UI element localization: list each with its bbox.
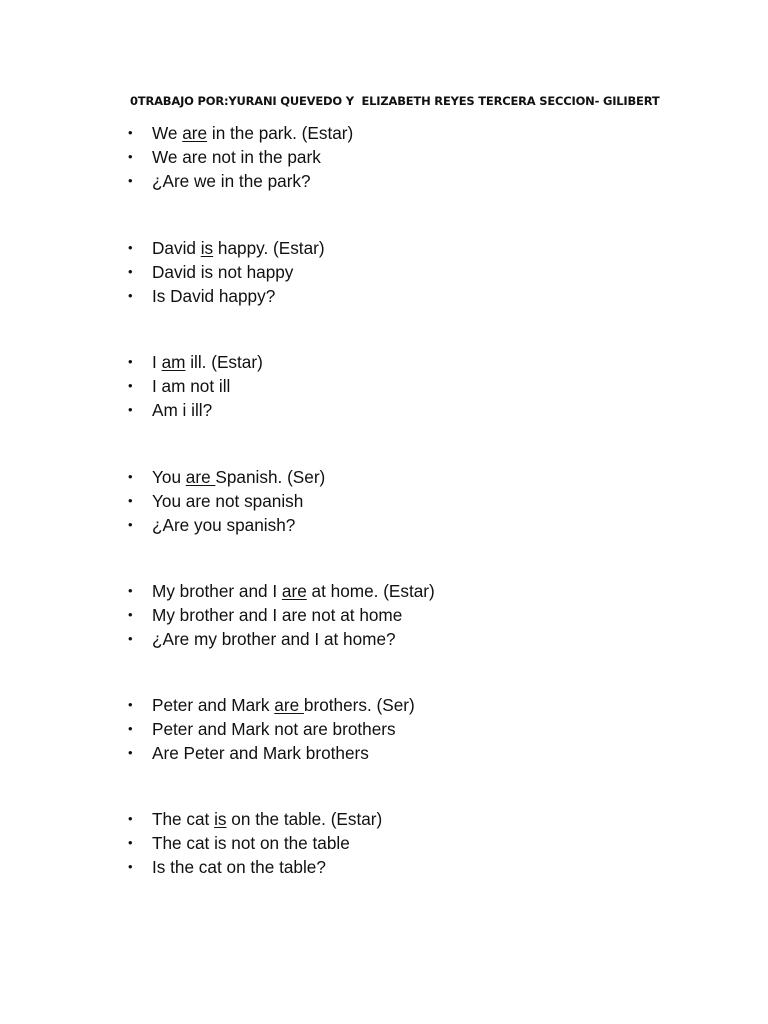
sentence-text: Are Peter and Mark brothers: [152, 743, 369, 763]
bullet-icon: •: [128, 149, 133, 164]
sentence-text: Peter and Mark are brothers. (Ser): [152, 695, 415, 715]
bullet-icon: •: [128, 745, 133, 760]
list-item-affirmative: [128, 121, 354, 145]
bullet-icon: •: [128, 859, 133, 874]
list-item-negative: [128, 831, 350, 855]
list-item-question: [128, 741, 369, 765]
list-item-affirmative: [128, 236, 325, 260]
sentence-text: We are in the park. (Estar): [152, 123, 354, 143]
sentence-group-estar-table: [128, 807, 383, 879]
bullet-icon: •: [128, 721, 133, 736]
list-item-question: [128, 627, 396, 651]
sentence-text: My brother and I are not at home: [152, 605, 403, 625]
list-item-affirmative: [128, 465, 326, 489]
bullet-icon: •: [128, 402, 133, 417]
bullet-icon: •: [128, 697, 133, 712]
bullet-icon: •: [128, 517, 133, 532]
sentence-group-ser-brothers: [128, 693, 415, 765]
bullet-icon: •: [128, 378, 133, 393]
sentence-group-estar-home: [128, 579, 435, 651]
bullet-icon: •: [128, 583, 133, 598]
sentence-text: My brother and I are at home. (Estar): [152, 581, 435, 601]
underlined-verb: are: [185, 467, 216, 487]
sentence-text: Is David happy?: [152, 286, 276, 306]
sentence-group-estar-park: [128, 121, 354, 193]
list-item-negative: [128, 717, 396, 741]
list-item-negative: [128, 260, 294, 284]
bullet-icon: •: [128, 264, 133, 279]
bullet-icon: •: [128, 288, 133, 303]
sentence-text: Is the cat on the table?: [152, 857, 326, 877]
sentence-text: David is happy. (Estar): [152, 238, 325, 258]
sentence-text: ¿Are we in the park?: [152, 171, 311, 191]
list-item-negative: [128, 145, 321, 169]
sentence-text: We are not in the park: [152, 147, 321, 167]
sentence-group-ser-spanish: [128, 465, 326, 537]
underlined-verb: am: [161, 352, 186, 372]
list-item-question: [128, 855, 326, 879]
bullet-icon: •: [128, 631, 133, 646]
underlined-verb: is: [200, 238, 214, 258]
underlined-verb: are: [182, 123, 208, 143]
list-item-affirmative: [128, 693, 415, 717]
list-item-affirmative: [128, 350, 263, 374]
sentence-text: ¿Are you spanish?: [152, 515, 296, 535]
sentence-text: The cat is on the table. (Estar): [152, 809, 383, 829]
list-item-question: [128, 513, 296, 537]
sentence-text: David is not happy: [152, 262, 294, 282]
bullet-icon: •: [128, 173, 133, 188]
sentence-text: You are not spanish: [152, 491, 304, 511]
list-item-negative: [128, 374, 231, 398]
underlined-verb: are: [281, 581, 307, 601]
sentence-text: The cat is not on the table: [152, 833, 350, 853]
underlined-verb: is: [214, 809, 227, 829]
list-item-affirmative: [128, 579, 435, 603]
sentence-text: I am not ill: [152, 376, 231, 396]
list-item-question: [128, 284, 276, 308]
bullet-icon: •: [128, 811, 133, 826]
list-item-affirmative: [128, 807, 383, 831]
sentence-group-estar-happy: [128, 236, 325, 308]
sentence-text: Am i ill?: [152, 400, 213, 420]
sentence-text: I am ill. (Estar): [152, 352, 263, 372]
bullet-icon: •: [128, 125, 133, 140]
bullet-icon: •: [128, 835, 133, 850]
list-item-negative: [128, 603, 403, 627]
list-item-negative: [128, 489, 304, 513]
sentence-text: ¿Are my brother and I at home?: [152, 629, 396, 649]
document-header: 0TRABAJO POR:YURANI QUEVEDO Y ELIZABETH REYES TERCERA SECCION- GILIBERT: [130, 94, 660, 108]
bullet-icon: •: [128, 469, 133, 484]
list-item-question: [128, 398, 213, 422]
bullet-icon: •: [128, 354, 133, 369]
sentence-text: You are Spanish. (Ser): [152, 467, 326, 487]
list-item-question: [128, 169, 311, 193]
bullet-icon: •: [128, 607, 133, 622]
sentence-group-estar-ill: [128, 350, 263, 422]
bullet-icon: •: [128, 240, 133, 255]
bullet-icon: •: [128, 493, 133, 508]
underlined-verb: are: [274, 695, 304, 715]
sentence-text: Peter and Mark not are brothers: [152, 719, 396, 739]
